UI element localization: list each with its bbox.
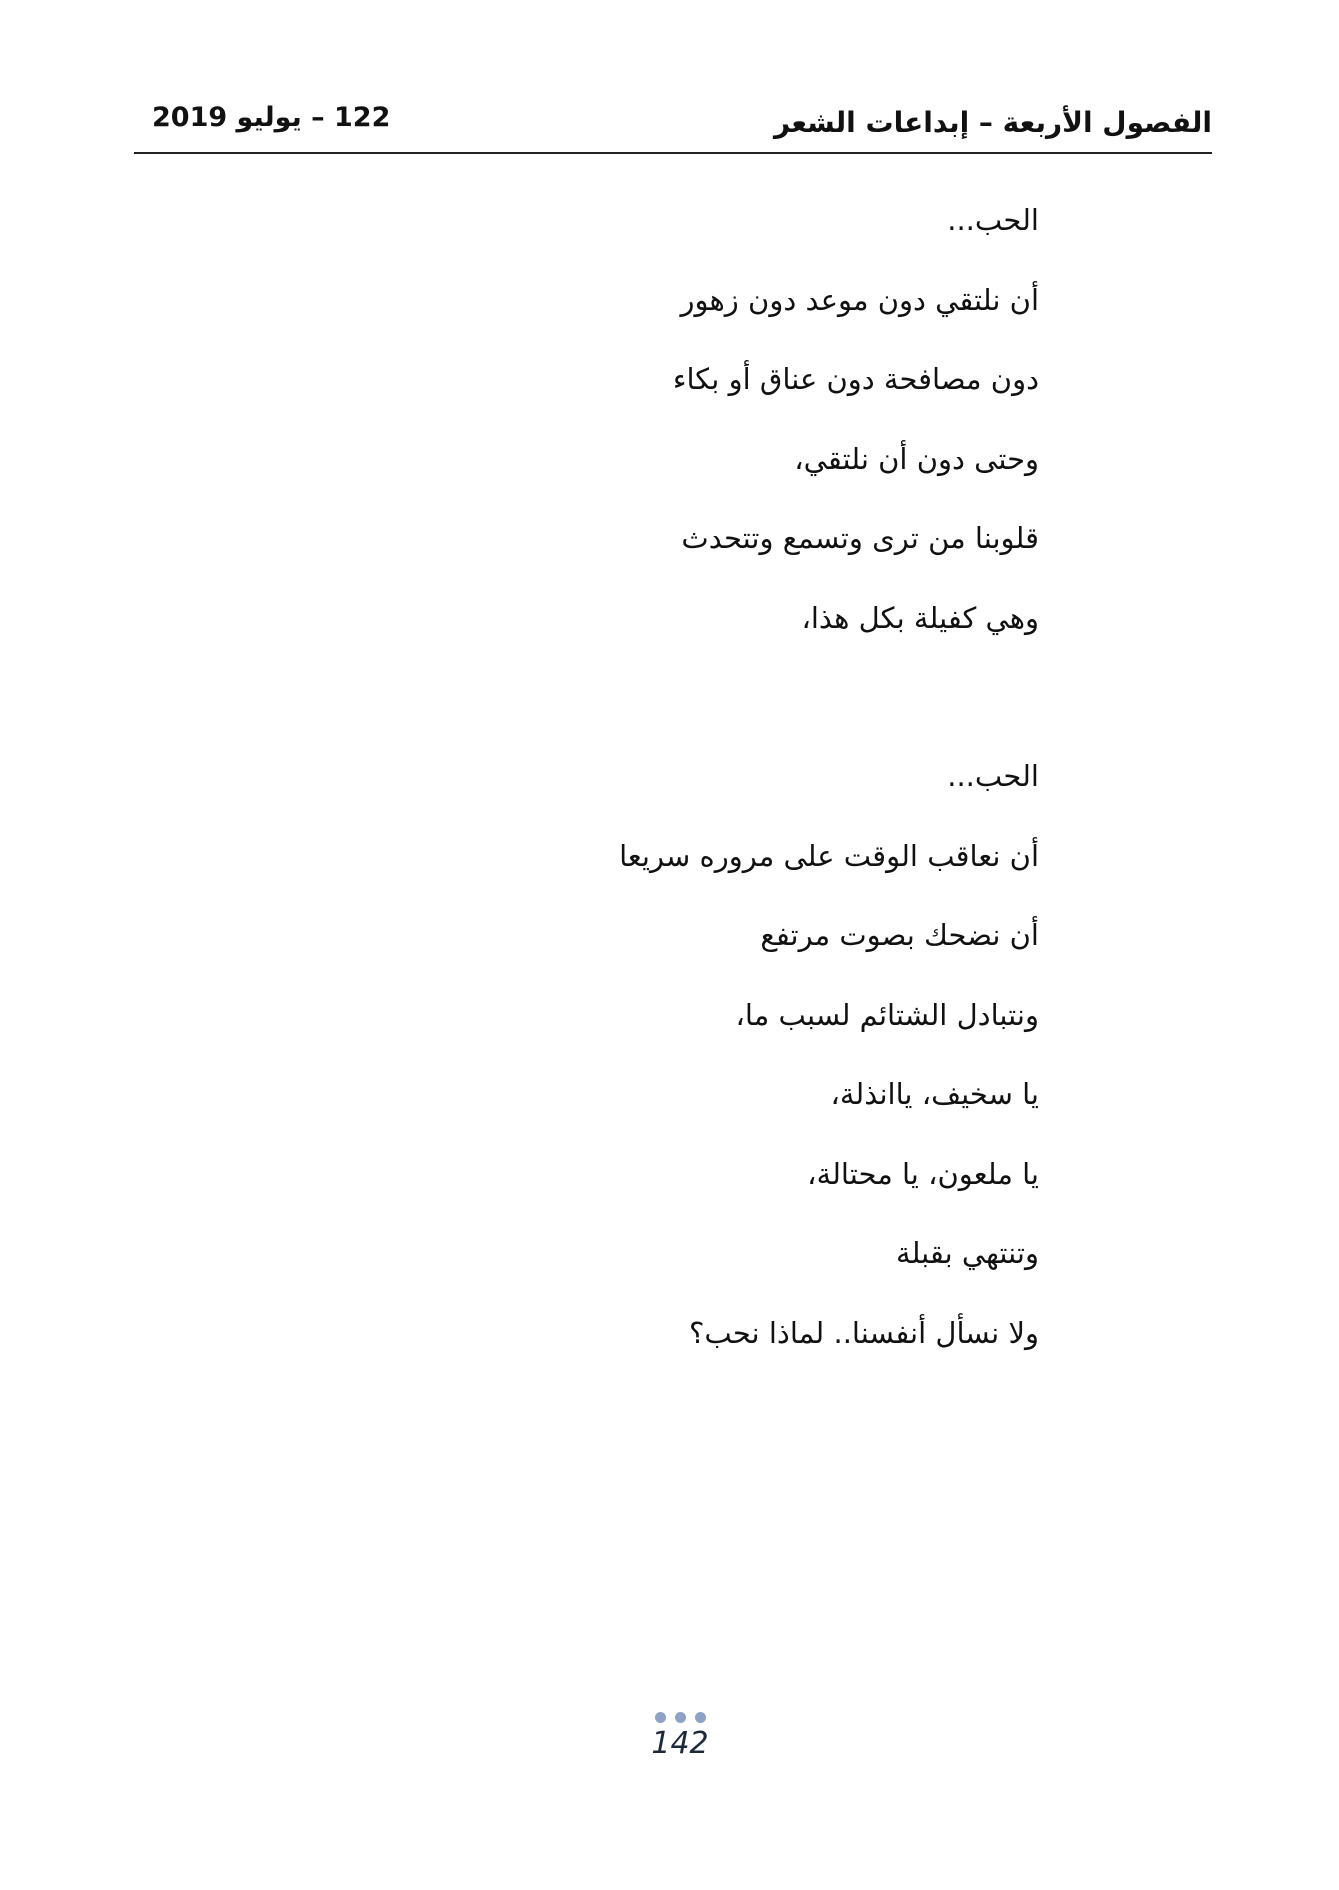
poem-line: أن نعاقب الوقت على مروره سريعا bbox=[619, 838, 1039, 873]
dot-ornament bbox=[675, 1712, 686, 1723]
poem-line: الحب... bbox=[947, 759, 1039, 793]
poem-line: يا سخيف، ياانذلة، bbox=[830, 1077, 1039, 1111]
dot-ornament bbox=[655, 1712, 666, 1723]
journal-title: الفصول الأربعة – إبداعات الشعر bbox=[773, 106, 1212, 139]
poem-line: قلوبنا من ترى وتسمع وتتحدث bbox=[681, 521, 1039, 555]
dot-ornament bbox=[695, 1712, 706, 1723]
poem-stanza-1 bbox=[239, 200, 1039, 677]
page-header bbox=[134, 96, 1212, 154]
poem-line: أن نضحك بصوت مرتفع bbox=[760, 918, 1039, 952]
page-number: 142 bbox=[651, 1726, 709, 1761]
issue-info: 122 – يوليو 2019 bbox=[152, 102, 391, 133]
poem-stanza-2 bbox=[239, 756, 1039, 1392]
poem-line: وحتى دون أن نلتقي، bbox=[794, 441, 1039, 476]
page-footer bbox=[620, 1712, 740, 1762]
poem-line: ونتبادل الشتائم لسبب ما، bbox=[735, 997, 1039, 1032]
poem-line: أن نلتقي دون موعد دون زهور bbox=[680, 282, 1039, 317]
poem-line: وتنتهي بقبلة bbox=[896, 1236, 1039, 1270]
poem-line: ولا نسأل أنفسنا.. لماذا نحب؟ bbox=[688, 1315, 1039, 1350]
poem-line: دون مصافحة دون عناق أو بكاء bbox=[672, 362, 1039, 396]
ornament-dots bbox=[620, 1712, 740, 1726]
poem-line: يا ملعون، يا محتالة، bbox=[807, 1156, 1039, 1191]
poem-line: وهي كفيلة بكل هذا، bbox=[801, 600, 1039, 635]
poem-line: الحب... bbox=[947, 203, 1039, 237]
header-divider bbox=[134, 152, 1212, 154]
